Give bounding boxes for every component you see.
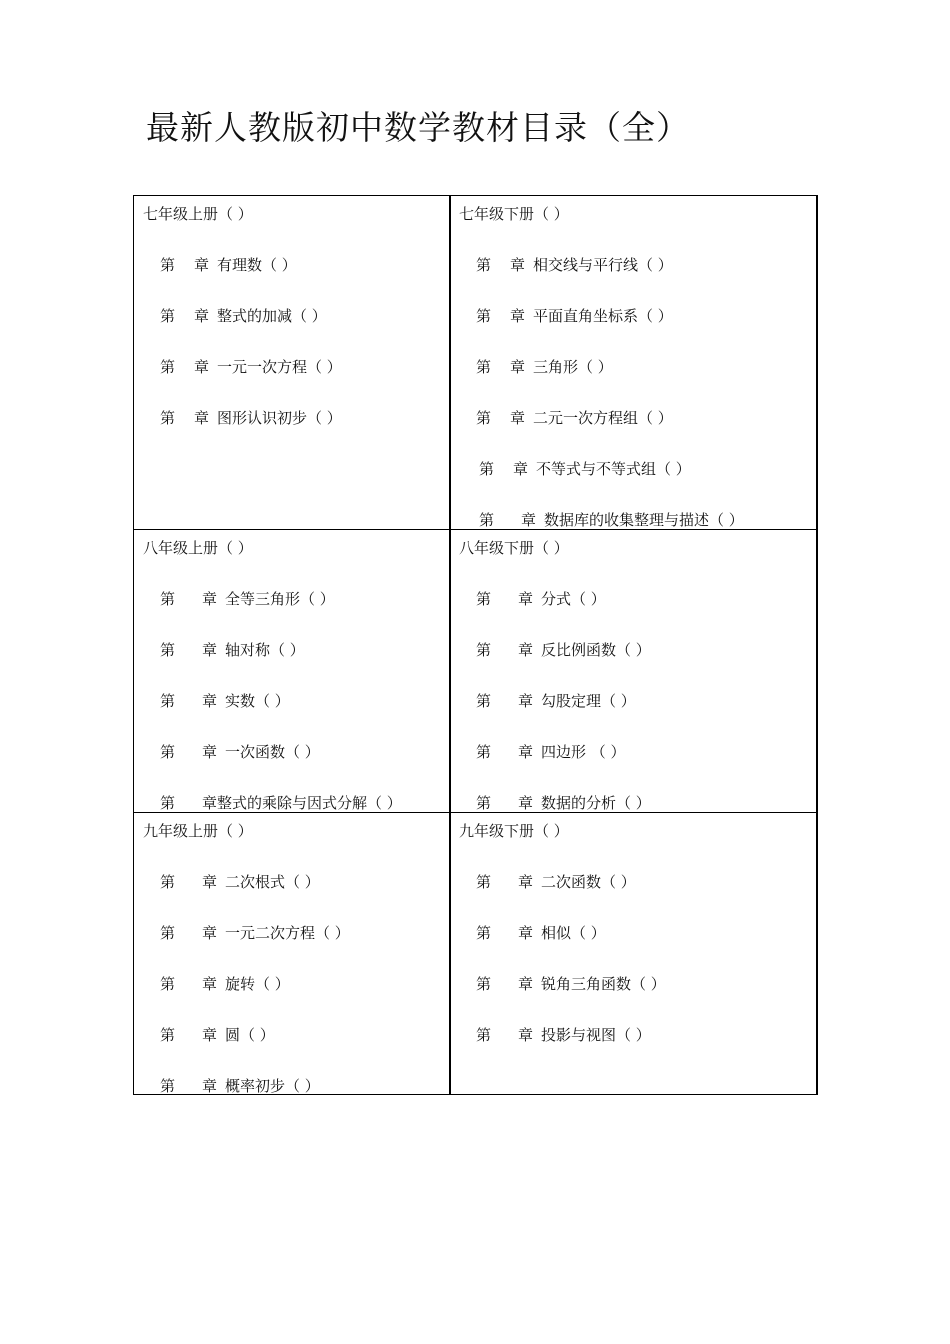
chapter-prefix: 第 xyxy=(476,794,492,812)
chapter-row xyxy=(160,871,320,892)
chapter-name: 整式的乘除与因式分解（ ） xyxy=(217,794,402,812)
chapter-suffix: 章 xyxy=(202,794,218,812)
chapter-name: 一次函数（ ） xyxy=(225,743,320,761)
chapter-suffix: 章 xyxy=(194,307,210,325)
chapter-suffix: 章 xyxy=(202,873,218,891)
chapter-prefix: 第 xyxy=(476,307,492,325)
chapter-name: 整式的加减（ ） xyxy=(217,307,327,325)
chapter-prefix: 第 xyxy=(476,1026,492,1044)
chapter-prefix: 第 xyxy=(479,460,495,478)
chapter-row xyxy=(476,356,613,377)
chapter-suffix: 章 xyxy=(513,460,529,478)
grade-heading: 七年级上册（ ） xyxy=(143,205,253,223)
chapter-name: 三角形（ ） xyxy=(533,358,613,376)
chapter-row xyxy=(476,690,636,711)
chapter-suffix: 章 xyxy=(518,1026,534,1044)
chapter-prefix: 第 xyxy=(160,590,176,608)
chapter-suffix: 章 xyxy=(202,975,218,993)
chapter-name: 二次根式（ ） xyxy=(225,873,320,891)
chapter-name: 分式（ ） xyxy=(541,590,606,608)
chapter-suffix: 章 xyxy=(518,975,534,993)
chapter-name: 二元一次方程组（ ） xyxy=(533,409,673,427)
chapter-suffix: 章 xyxy=(194,409,210,427)
chapter-row xyxy=(476,1024,651,1045)
chapter-row xyxy=(476,741,626,762)
chapter-suffix: 章 xyxy=(518,743,534,761)
chapter-prefix: 第 xyxy=(160,256,176,274)
chapter-name: 不等式与不等式组（ ） xyxy=(536,460,691,478)
chapter-row xyxy=(160,792,402,813)
chapter-prefix: 第 xyxy=(160,307,176,325)
chapter-suffix: 章 xyxy=(518,794,534,812)
chapter-suffix: 章 xyxy=(202,641,218,659)
chapter-suffix: 章 xyxy=(202,1077,218,1095)
chapter-prefix: 第 xyxy=(476,692,492,710)
chapter-name: 一元二次方程（ ） xyxy=(225,924,350,942)
chapter-suffix: 章 xyxy=(521,511,537,529)
chapter-row xyxy=(476,407,673,428)
chapter-suffix: 章 xyxy=(510,409,526,427)
chapter-suffix: 章 xyxy=(202,590,218,608)
chapter-row xyxy=(160,1075,320,1096)
chapter-prefix: 第 xyxy=(476,409,492,427)
chapter-suffix: 章 xyxy=(202,1026,218,1044)
chapter-row xyxy=(160,741,320,762)
chapter-suffix: 章 xyxy=(194,256,210,274)
page-title: 最新人教版初中数学教材目录（全） xyxy=(146,108,690,147)
chapter-prefix: 第 xyxy=(160,873,176,891)
chapter-prefix: 第 xyxy=(160,358,176,376)
chapter-suffix: 章 xyxy=(194,358,210,376)
chapter-row xyxy=(160,639,305,660)
chapter-row xyxy=(160,254,297,275)
chapter-suffix: 章 xyxy=(510,358,526,376)
grade-heading: 八年级上册（ ） xyxy=(143,539,253,557)
chapter-row xyxy=(476,973,666,994)
chapter-prefix: 第 xyxy=(476,358,492,376)
chapter-suffix: 章 xyxy=(518,641,534,659)
chapter-name: 数据库的收集整理与描述（ ） xyxy=(544,511,744,529)
chapter-name: 投影与视图（ ） xyxy=(541,1026,651,1044)
chapter-row xyxy=(160,922,350,943)
chapter-name: 圆（ ） xyxy=(225,1026,275,1044)
chapter-name: 勾股定理（ ） xyxy=(541,692,636,710)
chapter-prefix: 第 xyxy=(160,1026,176,1044)
chapter-prefix: 第 xyxy=(476,924,492,942)
chapter-prefix: 第 xyxy=(476,743,492,761)
chapter-prefix: 第 xyxy=(160,641,176,659)
chapter-suffix: 章 xyxy=(202,692,218,710)
chapter-row xyxy=(160,356,342,377)
chapter-name: 全等三角形（ ） xyxy=(225,590,335,608)
chapter-prefix: 第 xyxy=(160,743,176,761)
chapter-row xyxy=(476,792,651,813)
chapter-name: 四边形 （ ） xyxy=(541,743,626,761)
chapter-row xyxy=(476,254,673,275)
chapter-suffix: 章 xyxy=(518,692,534,710)
chapter-prefix: 第 xyxy=(160,692,176,710)
chapter-name: 反比例函数（ ） xyxy=(541,641,651,659)
chapter-name: 概率初步（ ） xyxy=(225,1077,320,1095)
chapter-row xyxy=(476,305,673,326)
chapter-suffix: 章 xyxy=(510,256,526,274)
chapter-suffix: 章 xyxy=(510,307,526,325)
grade-heading: 九年级下册（ ） xyxy=(459,822,569,840)
chapter-row xyxy=(479,458,691,479)
chapter-prefix: 第 xyxy=(160,794,176,812)
chapter-prefix: 第 xyxy=(476,873,492,891)
chapter-prefix: 第 xyxy=(476,256,492,274)
grade-heading: 七年级下册（ ） xyxy=(459,205,569,223)
chapter-name: 相似（ ） xyxy=(541,924,606,942)
chapter-row xyxy=(476,639,651,660)
chapter-row xyxy=(160,588,335,609)
chapter-name: 数据的分析（ ） xyxy=(541,794,651,812)
chapter-row xyxy=(476,871,636,892)
chapter-row xyxy=(160,690,290,711)
chapter-row xyxy=(160,973,290,994)
chapter-row xyxy=(160,305,327,326)
chapter-prefix: 第 xyxy=(476,975,492,993)
chapter-name: 轴对称（ ） xyxy=(225,641,305,659)
chapter-name: 实数（ ） xyxy=(225,692,290,710)
chapter-prefix: 第 xyxy=(476,641,492,659)
chapter-prefix: 第 xyxy=(160,1077,176,1095)
chapter-name: 图形认识初步（ ） xyxy=(217,409,342,427)
chapter-suffix: 章 xyxy=(202,924,218,942)
chapter-row xyxy=(479,509,744,530)
chapter-name: 旋转（ ） xyxy=(225,975,290,993)
chapter-prefix: 第 xyxy=(160,975,176,993)
chapter-row xyxy=(476,588,606,609)
chapter-prefix: 第 xyxy=(479,511,495,529)
chapter-suffix: 章 xyxy=(518,924,534,942)
column-divider xyxy=(449,195,451,1095)
chapter-prefix: 第 xyxy=(160,409,176,427)
chapter-suffix: 章 xyxy=(202,743,218,761)
grade-heading: 八年级下册（ ） xyxy=(459,539,569,557)
chapter-row xyxy=(476,922,606,943)
chapter-name: 有理数（ ） xyxy=(217,256,297,274)
chapter-row xyxy=(160,407,342,428)
chapter-prefix: 第 xyxy=(476,590,492,608)
chapter-name: 一元一次方程（ ） xyxy=(217,358,342,376)
chapter-prefix: 第 xyxy=(160,924,176,942)
chapter-row xyxy=(160,1024,275,1045)
chapter-name: 相交线与平行线（ ） xyxy=(533,256,673,274)
grade-heading: 九年级上册（ ） xyxy=(143,822,253,840)
chapter-name: 二次函数（ ） xyxy=(541,873,636,891)
chapter-suffix: 章 xyxy=(518,590,534,608)
chapter-name: 平面直角坐标系（ ） xyxy=(533,307,673,325)
chapter-name: 锐角三角函数（ ） xyxy=(541,975,666,993)
chapter-suffix: 章 xyxy=(518,873,534,891)
